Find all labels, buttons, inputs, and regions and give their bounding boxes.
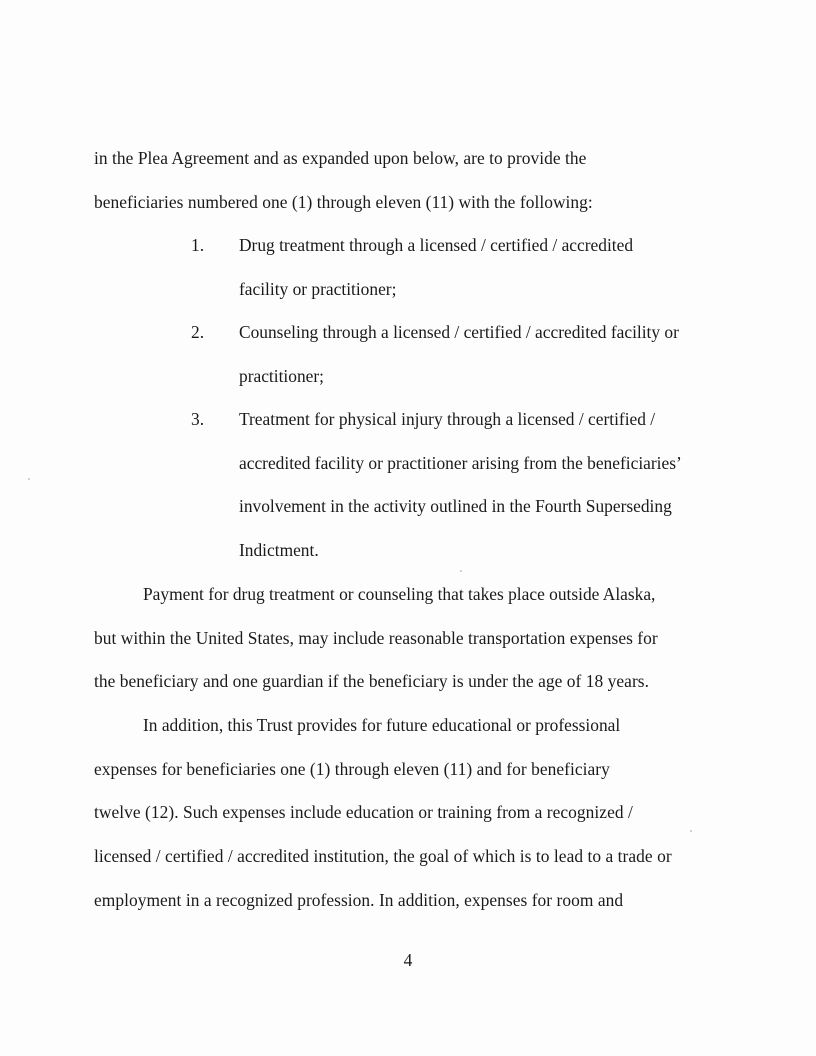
body-text-line: employment in a recognized profession. In addition, expenses for room and [94, 890, 624, 910]
list-item-text: practitioner; [239, 366, 324, 386]
body-text-line: in the Plea Agreement and as expanded upon below, are to provide the [94, 148, 587, 168]
list-item-text: involvement in the activity outlined in the Fourth Superseding [239, 496, 672, 516]
list-item-text: accredited facility or practitioner arising from the beneficiaries’ [239, 453, 682, 473]
scan-speck [28, 478, 30, 480]
paragraph-first-line: In addition, this Trust provides for future educational or professional [143, 715, 621, 735]
scan-speck [690, 830, 692, 832]
paragraph-first-line: Payment for drug treatment or counseling that takes place outside Alaska, [143, 584, 656, 604]
list-item-text: facility or practitioner; [239, 279, 397, 299]
body-text-line: beneficiaries numbered one (1) through eleven (11) with the following: [94, 192, 593, 212]
list-item-number: 2. [191, 322, 205, 342]
body-text-line: the beneficiary and one guardian if the beneficiary is under the age of 18 years. [94, 671, 649, 691]
body-text-line: expenses for beneficiaries one (1) through eleven (11) and for beneficiary [94, 759, 610, 779]
list-item-text: Counseling through a licensed / certified / accredited facility or [239, 322, 679, 342]
list-item-number: 1. [191, 235, 205, 255]
list-item-number: 3. [191, 409, 205, 429]
list-item-text: Indictment. [239, 540, 319, 560]
scan-speck [460, 570, 462, 572]
list-item-text: Treatment for physical injury through a licensed / certified / [239, 409, 656, 429]
body-text-line: twelve (12). Such expenses include education or training from a recognized / [94, 802, 633, 822]
body-text-line: licensed / certified / accredited institution, the goal of which is to lead to a trade or [94, 846, 672, 866]
page-number: 4 [403, 950, 413, 970]
list-item-text: Drug treatment through a licensed / certified / accredited [239, 235, 634, 255]
body-text-line: but within the United States, may include reasonable transportation expenses for [94, 628, 658, 648]
